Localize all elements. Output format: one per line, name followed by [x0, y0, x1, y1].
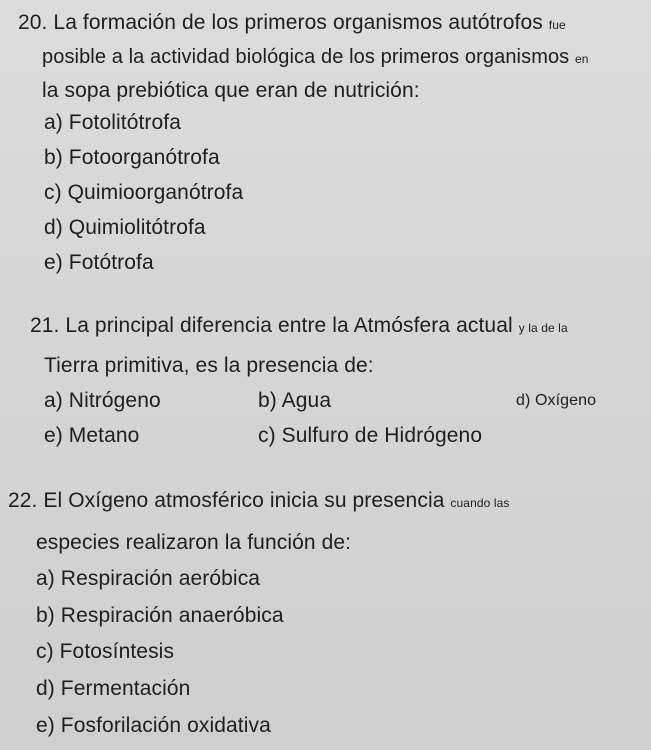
q20-option-b[interactable]: b) Fotoorganótrofa — [44, 146, 220, 169]
q22-option-a[interactable]: a) Respiración aeróbica — [36, 567, 261, 590]
q21-option-a[interactable]: a) Nitrógeno — [44, 389, 161, 412]
q21-option-b[interactable]: b) Agua — [258, 389, 332, 412]
q21-option-c[interactable]: c) Sulfuro de Hidrógeno — [258, 424, 483, 447]
q22-option-c[interactable]: c) Fotosíntesis — [36, 640, 175, 663]
q22-option-b[interactable]: b) Respiración anaeróbica — [36, 604, 284, 627]
q20-line1-tail: fue — [548, 18, 566, 32]
q20-option-c[interactable]: c) Quimioorganótrofa — [44, 181, 244, 204]
q22-option-d[interactable]: d) Fermentación — [36, 677, 191, 700]
question-20-stem-line-1 — [18, 10, 566, 38]
q20-line2-tail: en — [574, 52, 589, 66]
question-21-stem-line-2: Tierra primitiva, es la presencia de: — [44, 354, 374, 377]
question-21-stem-line-1 — [30, 313, 568, 341]
q21-option-e[interactable]: e) Metano — [44, 424, 140, 447]
q20-line2-text: posible a la actividad biológica de los primeros organismos — [42, 46, 570, 68]
q21-option-d[interactable]: d) Oxígeno — [516, 392, 597, 409]
q21-line1-text: 21. La principal diferencia entre la Atmósfera actual — [30, 314, 513, 337]
q22-line1-tail: cuando las — [450, 496, 510, 510]
q20-line1-text: 20. La formación de los primeros organismos autótrofos — [18, 11, 543, 34]
question-20-stem-line-2 — [42, 44, 589, 72]
q22-option-e[interactable]: e) Fosforilación oxidativa — [36, 714, 271, 737]
question-20-stem-line-3: la sopa prebiótica que eran de nutrición: — [42, 79, 420, 102]
q22-line1-text: 22. El Oxígeno atmosférico inicia su presencia — [8, 489, 445, 512]
q20-option-e[interactable]: e) Fotótrofa — [44, 251, 154, 274]
question-22-stem-line-1 — [8, 488, 509, 516]
question-22-stem-line-2: especies realizaron la función de: — [36, 531, 352, 554]
q20-option-d[interactable]: d) Quimiolitótrofa — [44, 216, 206, 239]
q21-line1-tail: y la de la — [518, 321, 568, 335]
q20-option-a[interactable]: a) Fotolitótrofa — [44, 111, 181, 134]
